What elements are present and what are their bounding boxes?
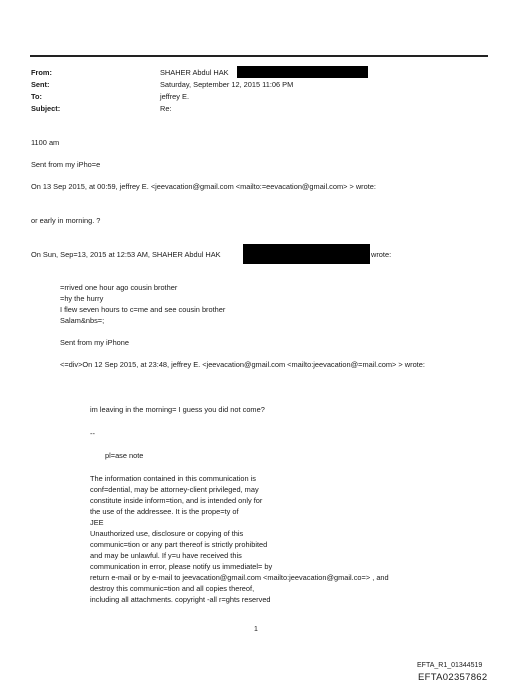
- disclaimer-line: return e-mail or by e-mail to jeevacation@gmail.com <mailto:jeevacation@gmail.co=> , and: [90, 573, 389, 582]
- sent-label: Sent:: [31, 80, 50, 89]
- subject-value: Re:: [160, 104, 172, 113]
- disclaimer-line: Unauthorized use, disclosure or copying of this: [90, 529, 244, 538]
- body-line: 1100 am: [31, 138, 60, 147]
- to-value: jeffrey E.: [160, 92, 190, 101]
- disclaimer-line: communic=tion or any part thereof is strictly prohibited: [90, 540, 268, 549]
- header-rule: [30, 55, 488, 57]
- to-label: To:: [31, 92, 42, 101]
- body-line: or early in morning. ?: [31, 216, 101, 225]
- quoted-header-end: wrote:: [371, 250, 392, 259]
- body-line: Sent from my iPho=e: [31, 160, 101, 169]
- page-number: 1: [254, 626, 258, 633]
- redaction-block: [237, 66, 368, 78]
- subject-label: Subject:: [31, 104, 61, 113]
- redaction-block: [243, 244, 370, 264]
- disclaimer-line: conf=dential, may be attorney-client privileged, may: [90, 485, 259, 494]
- quoted-header: On Sun, Sep=13, 2015 at 12:53 AM, SHAHER Abdul HAK: [31, 250, 221, 259]
- quoted-header: On 13 Sep 2015, at 00:59, jeffrey E. <jeevacation@gmail.com <mailto:=eevacation@gmail.com> > wrote:: [31, 182, 376, 191]
- from-value: SHAHER Abdul HAK: [160, 68, 229, 77]
- disclaimer-line: constitute inside inform=tion, and is intended only for: [90, 496, 263, 505]
- disclaimer-line: The information contained in this communication is: [90, 474, 256, 483]
- bates-number-primary: EFTA_R1_01344519: [417, 662, 483, 669]
- quoted-line: I flew seven hours to c=me and see cousin brother: [60, 305, 226, 314]
- quoted-line: Salam&nbs=;: [60, 316, 105, 325]
- sent-value: Saturday, September 12, 2015 11:06 PM: [160, 80, 294, 89]
- quoted-line: Sent from my iPhone: [60, 338, 130, 347]
- nested-quote-line: --: [90, 429, 95, 438]
- quoted-line: =rrived one hour ago cousin brother: [60, 283, 178, 292]
- disclaimer-line: and may be unlawful. If y=u have received this: [90, 551, 242, 560]
- quoted-header: <=div>On 12 Sep 2015, at 23:48, jeffrey E. <jeevacation@gmail.com <mailto:jeevacation@=mail.com> > wrote:: [60, 360, 425, 369]
- disclaimer-line: communication in error, please notify us immediatel= by: [90, 562, 273, 571]
- quoted-line: =hy the hurry: [60, 294, 104, 303]
- nested-quote-line: pl=ase note: [105, 451, 144, 460]
- disclaimer-line: JEE: [90, 518, 104, 527]
- disclaimer-line: destroy this communic=tion and all copies thereof,: [90, 584, 255, 593]
- disclaimer-line: the use of the addressee. It is the prope=ty of: [90, 507, 239, 516]
- disclaimer-line: including all attachments. copyright -all r=ghts reserved: [90, 595, 271, 604]
- from-label: From:: [31, 68, 52, 77]
- nested-quote-line: im leaving in the morning= I guess you did not come?: [90, 405, 265, 414]
- bates-number-secondary: EFTA02357862: [418, 672, 488, 683]
